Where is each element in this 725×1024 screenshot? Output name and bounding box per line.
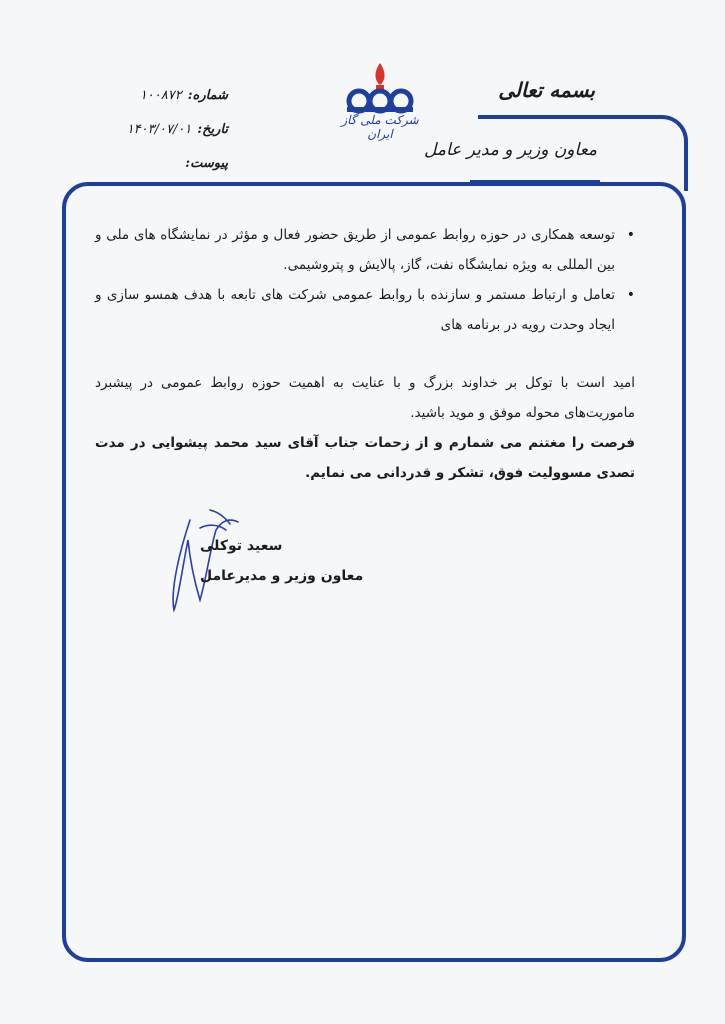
bullet-list [95, 220, 635, 340]
date-label: تاریخ: [197, 121, 228, 137]
date-value: ۱۴۰۳/۰۷/۰۱ [126, 121, 192, 137]
appreciation-paragraph: فرصت را مغتنم می شمارم و از زحمات جناب آقای سید محمد پیشوایی در مدت تصدی مسوولیت فوق، تشکر و قدردانی می نمایم. [95, 435, 635, 481]
number-row [88, 78, 228, 112]
logo-caption: شرکت ملی گاز ایران [341, 113, 419, 141]
signatory-title: معاون وزیر و مدیرعامل [200, 568, 364, 584]
bullet-item: • توسعه همکاری در حوزه روابط عمومی از طریق حضور فعال و مؤثر در نمایشگاه های ملی و بین المللی به ویژه نمایشگاه نفت، گاز، پالایش و پتروشیمی. [95, 220, 635, 280]
department-title: معاون وزیر و مدیر عامل [424, 140, 597, 160]
number-label: شماره: [187, 87, 228, 103]
handwritten-signature [160, 500, 250, 620]
closing-paragraphs [95, 368, 635, 488]
letter-meta [88, 78, 228, 180]
signatory-name: سعید توکلی [200, 538, 283, 554]
closing-paragraph: امید است با توکل بر خداوند بزرگ و با عنایت به اهمیت حوزه روابط عمومی در پیشبرد ماموریت‌های محوله موفق و موید باشید. [95, 375, 635, 421]
basmala-heading: بسمه تعالی [498, 78, 595, 102]
attachment-row [88, 146, 228, 180]
number-value: ۱۰۰۸۷۲ [139, 87, 182, 103]
bullet-item: • تعامل و ارتباط مستمر و سازنده با روابط عمومی شرکت های تابعه با هدف همسو سازی و ایجاد وحدت رویه در برنامه های [95, 280, 635, 340]
attachment-label: پیوست: [185, 155, 228, 171]
date-row [88, 112, 228, 146]
